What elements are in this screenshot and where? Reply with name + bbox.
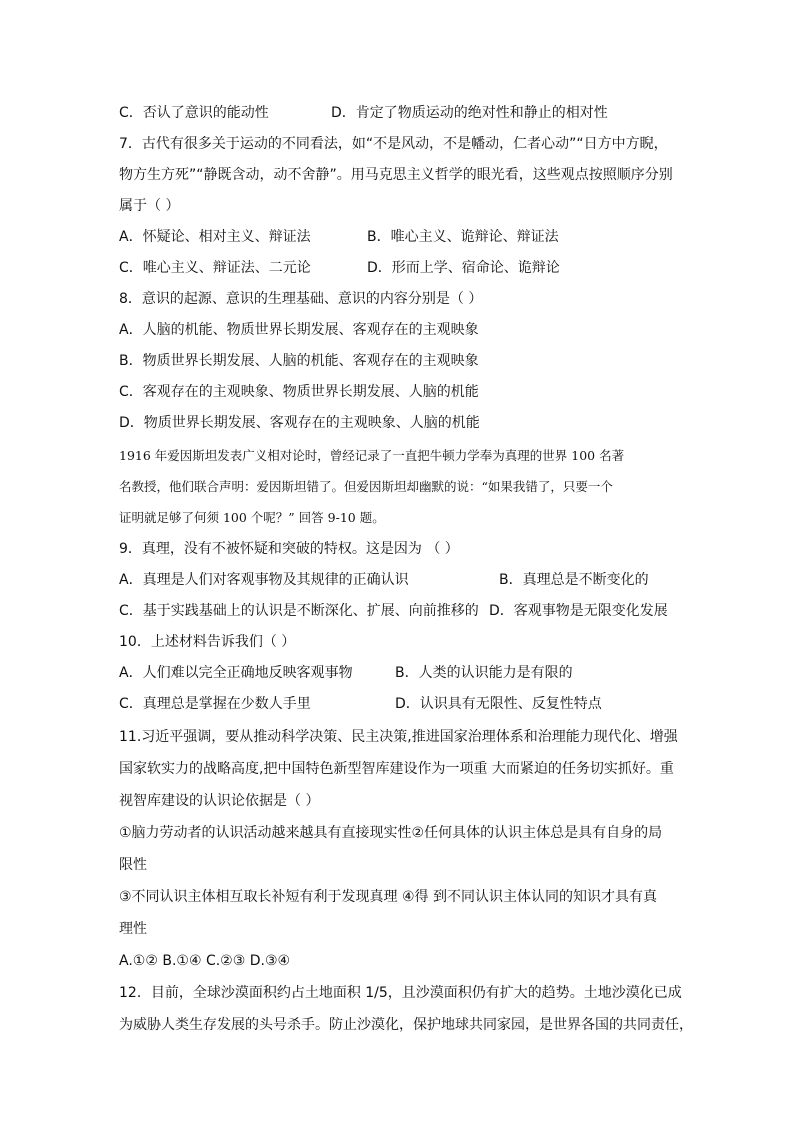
question-12: 12．目前，全球沙漠面积约占土地面积 1/5，且沙漠面积仍有扩大的趋势。土地沙漠化已成 <box>119 985 682 1001</box>
option-text: D．形而上学、宿命论、诡辩论 <box>367 260 560 276</box>
option-text: A．怀疑论、相对主义、辩证法 <box>119 229 311 245</box>
option-text: D．物质世界长期发展、客观存在的主观映象、人脑的机能 <box>119 415 480 431</box>
option-row <box>119 570 649 590</box>
question-7: 7．古代有很多关于运动的不同看法，如“不是风动，不是幡动，仁者心动”“日方中方睨， <box>119 136 668 152</box>
question-11: 11.习近平强调，要从推动科学决策、民主决策,推进国家治理体系和治理能力现代化、增强 <box>119 729 678 745</box>
option-text: A．真理是人们对客观事物及其规律的正确认识 <box>119 572 409 588</box>
material-text: 1916 年爱因斯坦发表广义相对论时，曾经记录了一直把牛顿力学奉为真理的世界 100 名著 <box>119 448 625 463</box>
question-8: 8．意识的起源、意识的生理基础、意识的内容分别是（ ） <box>119 291 483 307</box>
material-text: 证明就足够了何须 100 个呢？” 回答 9-10 题。 <box>119 510 385 525</box>
option-text: A．人脑的机能、物质世界长期发展、客观存在的主观映象 <box>119 322 479 338</box>
option-text: C．否认了意识的能动性 <box>119 105 269 121</box>
option-text: C．基于实践基础上的认识是不断深化、扩展、向前推移的 <box>119 603 479 619</box>
material-text: 名教授，他们联合声明：爱因斯坦错了。但爱因斯坦却幽默的说：“如果我错了，只要一个 <box>119 479 613 494</box>
option-c-6 <box>119 103 608 123</box>
option-text: C．唯心主义、辩证法、二元论 <box>119 260 311 276</box>
option-row <box>119 601 668 621</box>
statement-text: 限性 <box>119 857 147 873</box>
option-text: D．认识具有无限性、反复性特点 <box>395 696 602 712</box>
option-text: A．人们难以完全正确地反映客观事物 <box>119 665 353 681</box>
option-row <box>119 258 560 278</box>
option-text: B．人类的认识能力是有限的 <box>395 665 573 681</box>
question-9: 9．真理，没有不被怀疑和突破的特权。这是因为 （ ） <box>119 541 459 557</box>
statement-text: ③不同认识主体相互取长补短有利于发现真理 ④得 到不同认识主体认同的知识才具有真 <box>119 889 657 905</box>
option-text: C．真理总是掌握在少数人手里 <box>119 696 311 712</box>
option-text: D．客观事物是无限变化发展 <box>489 603 668 619</box>
question-text: 为威胁人类生存发展的头号杀手。防止沙漠化，保护地球共同家园，是世界各国的共同责任， <box>119 1017 693 1033</box>
option-text: B．真理总是不断变化的 <box>499 572 649 588</box>
option-text: C．客观存在的主观映象、物质世界长期发展、人脑的机能 <box>119 384 479 400</box>
option-text: D．肯定了物质运动的绝对性和静止的相对性 <box>331 105 608 121</box>
statement-text: 理性 <box>119 921 147 937</box>
option-text: B．物质世界长期发展、人脑的机能、客观存在的主观映象 <box>119 353 479 369</box>
answer-options: A.①② B.①④ C.②③ D.③④ <box>119 953 291 969</box>
option-row <box>119 663 573 683</box>
option-row <box>119 694 602 714</box>
question-text: 属于（ ） <box>119 198 180 214</box>
option-text: B．唯心主义、诡辩论、辩证法 <box>367 229 559 245</box>
question-text: 视智库建设的认识论依据是（ ） <box>119 793 320 809</box>
question-10: 10．上述材料告诉我们（ ） <box>119 634 296 650</box>
question-text: 国家软实力的战略高度,把中国特色新型智库建设作为一项重 大而紧迫的任务切实抓好。重 <box>119 761 674 777</box>
question-text: 物方生方死”“静既含动，动不舍静”。用马克思主义哲学的眼光看，这些观点按照顺序分别 <box>119 167 673 183</box>
option-row <box>119 227 559 247</box>
statement-text: ①脑力劳动者的认识活动越来越具有直接现实性②任何具体的认识主体总是具有自身的局 <box>119 825 663 841</box>
